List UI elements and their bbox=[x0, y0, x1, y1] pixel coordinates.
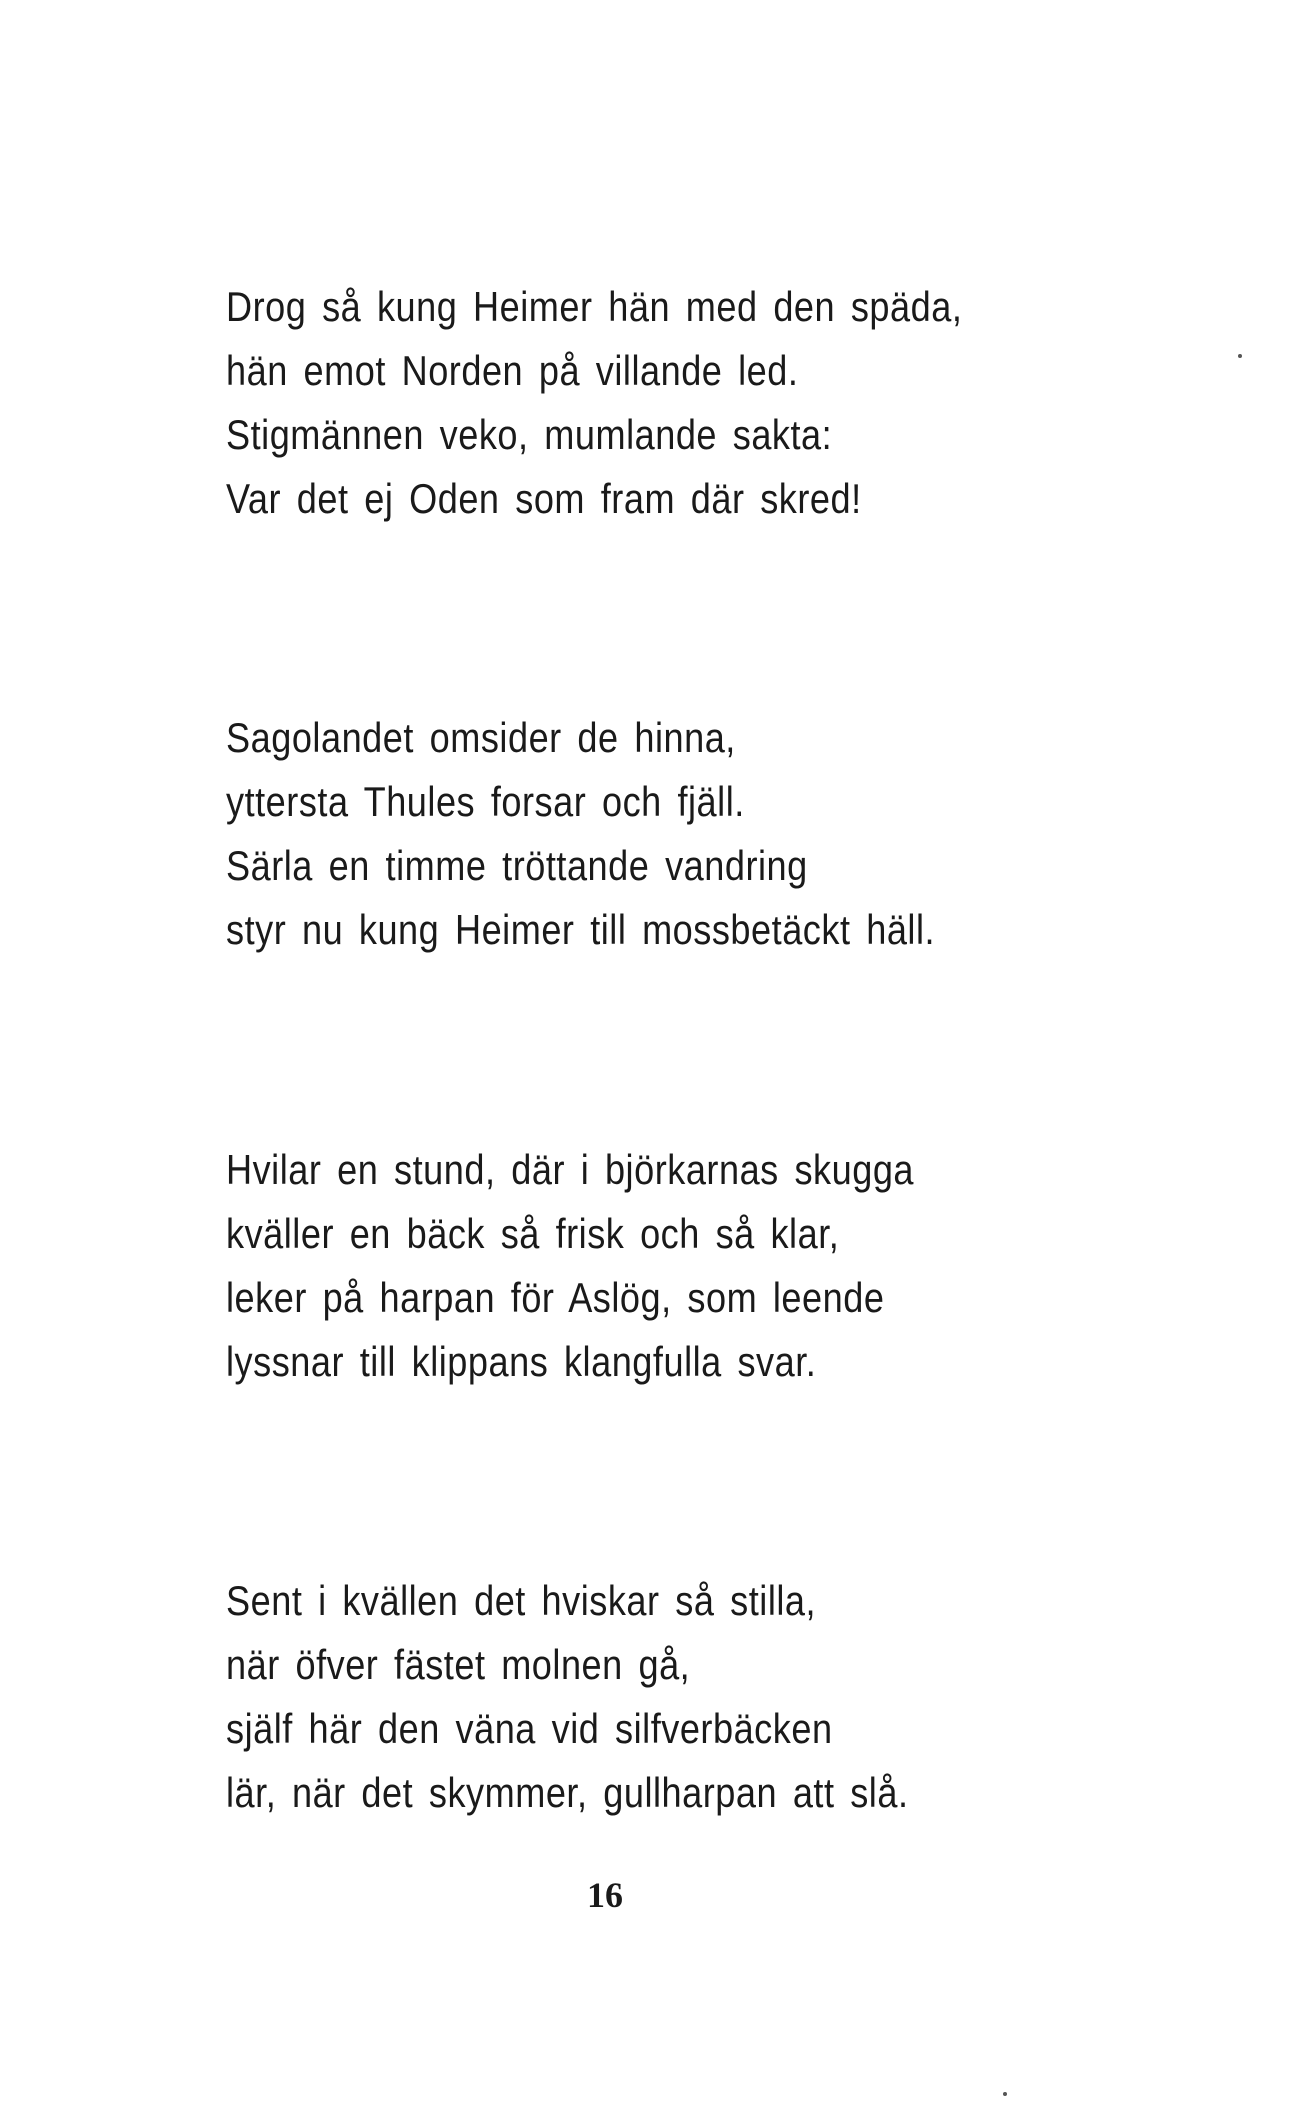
verse-line: hän emot Norden på villande led. bbox=[226, 347, 799, 394]
verse-line: när öfver fästet molnen gå, bbox=[226, 1641, 691, 1688]
verse-line: lär, när det skymmer, gullharpan att slå. bbox=[226, 1769, 909, 1816]
stanza-4 bbox=[226, 1569, 1226, 1825]
verse-line: styr nu kung Heimer till mossbetäckt häll. bbox=[226, 906, 936, 953]
page-number: 16 bbox=[587, 1875, 623, 1915]
verse-line: leker på harpan för Aslög, som leende bbox=[226, 1274, 885, 1321]
print-speck bbox=[1003, 2092, 1007, 2096]
stanza-2 bbox=[226, 706, 1226, 962]
verse-line: yttersta Thules forsar och fjäll. bbox=[226, 778, 745, 825]
print-speck bbox=[1238, 354, 1242, 358]
verse-line: Hvilar en stund, där i björkarnas skugga bbox=[226, 1146, 915, 1193]
verse-line: Drog så kung Heimer hän med den späda, bbox=[226, 283, 963, 330]
verse-line: Sent i kvällen det hviskar så stilla, bbox=[226, 1577, 817, 1624]
stanza-1 bbox=[226, 275, 1226, 531]
verse-line: Var det ej Oden som fram där skred! bbox=[226, 475, 862, 522]
verse-line: lyssnar till klippans klangfulla svar. bbox=[226, 1338, 817, 1385]
verse-line: själf här den väna vid silfverbäcken bbox=[226, 1705, 833, 1752]
stanza-3 bbox=[226, 1138, 1226, 1394]
verse-line: Sagolandet omsider de hinna, bbox=[226, 714, 736, 761]
verse-line: Stigmännen veko, mumlande sakta: bbox=[226, 411, 833, 458]
verse-line: kväller en bäck så frisk och så klar, bbox=[226, 1210, 840, 1257]
verse-line: Särla en timme tröttande vandring bbox=[226, 842, 808, 889]
